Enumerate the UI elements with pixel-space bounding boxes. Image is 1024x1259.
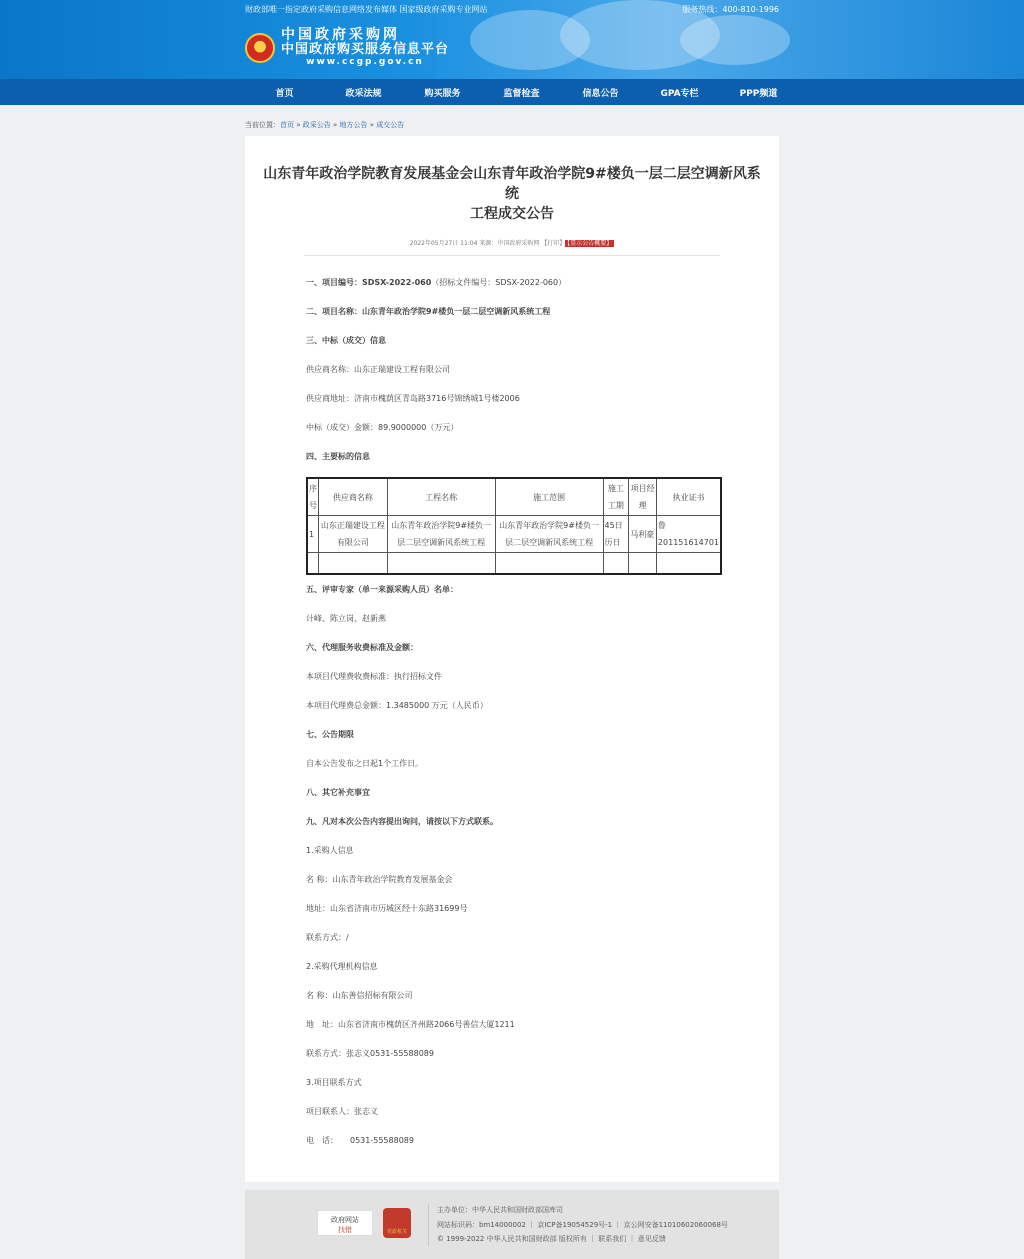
article-paragraph: 一、项目编号：SDSX-2022-060（招标文件编号：SDSX-2022-060） [306, 278, 567, 287]
footer-info: 主办单位：中华人民共和国财政部国库司 网站标识码：bm14000002 ｜ 京ICP备19054529号-1 ｜ 京公网安备11010602060068号 © 1999-2022 中华人民共和国财政部 版权所有 ｜ 联系我们 ｜ 意见反馈 [437, 1206, 728, 1243]
nav-home[interactable]: 首页 [275, 88, 294, 99]
article-paragraph: 八、其它补充事宜 [306, 787, 370, 797]
service-hotline: 服务热线：400-810-1996 [682, 5, 779, 14]
article-paragraph: 名 称：山东青年政治学院教育发展基金会 [306, 874, 453, 884]
article-paragraph: 电 话： 0531-55588089 [306, 1135, 414, 1145]
article-paragraph: 六、代理服务收费标准及金额： [306, 642, 418, 652]
article-paragraph: 3.项目联系方式 [306, 1077, 362, 1087]
main-nav [0, 79, 1024, 105]
table-header-row: 序号 供应商名称 工程名称 施工范围 施工工期 项目经理 执业证书 [307, 478, 721, 516]
article-meta: 2022年05月27日 11:04 来源：中国政府采购网 【打印】 【显示公告概要】 [409, 240, 613, 247]
party-gov-org-badge[interactable]: 党政机关 [383, 1208, 411, 1238]
site-header [0, 0, 1024, 79]
article-paragraph: 名 称：山东善信招标有限公司 [306, 990, 413, 1000]
article-paragraph: 地 址：山东省济南市槐荫区齐州路2066号善信大厦1211 [306, 1019, 515, 1029]
article-paragraph: 二、项目名称：山东青年政治学院9#楼负一层二层空调新风系统工程 [306, 307, 551, 316]
breadcrumb-local[interactable]: 地方公告 [339, 121, 368, 129]
divider [304, 255, 720, 256]
breadcrumb: 当前位置：首页 » 政采公告 » 地方公告 » 成交公告 [245, 121, 405, 129]
logo-url: www.ccgp.gov.cn [306, 57, 424, 67]
article-paragraph: 三、中标（成交）信息 [306, 336, 386, 345]
nav-announcements[interactable]: 信息公告 [582, 88, 619, 99]
site-logo[interactable] [245, 28, 449, 68]
nav-gpa[interactable]: GPA专栏 [660, 88, 699, 99]
logo-subtitle: 中国政府购买服务信息平台 [281, 42, 450, 57]
site-slogan: 财政部唯一指定政府采购信息网络发布媒体 国家级政府采购专业网站 [245, 5, 488, 14]
nav-supervision[interactable]: 监督检查 [503, 88, 540, 99]
article-paragraph: 本项目代理费收费标准：执行招标文件 [306, 671, 442, 681]
article-paragraph: 四、主要标的信息 [306, 452, 370, 461]
bid-info-table [306, 477, 722, 575]
breadcrumb-home[interactable]: 首页 [280, 121, 294, 129]
article-container [245, 136, 779, 1182]
national-emblem-icon [245, 33, 275, 63]
article-paragraph: 七、公告期限 [306, 729, 354, 739]
breadcrumb-procurement[interactable]: 政采公告 [302, 121, 331, 129]
table-row: 1 山东正瑞建设工程有限公司 山东青年政治学院9#楼负一层二层空调新风系统工程 山东青年政治学院9#楼负一层二层空调新风系统工程 45日历日 马利豪 鲁201151614701 [307, 516, 721, 553]
top-info-bar [245, 4, 779, 16]
article-paragraph: 本项目代理费总金额：1.3485000 万元（人民币） [306, 700, 488, 710]
article-paragraph: 联系方式：张志义0531-55588089 [306, 1048, 434, 1058]
article-paragraph: 供应商地址：济南市槐荫区青岛路3716号锦绣城1号楼2006 [306, 394, 520, 403]
logo-title: 中国政府采购网 [281, 27, 400, 43]
nav-ppp[interactable]: PPP频道 [739, 88, 778, 99]
article-paragraph: 联系方式：/ [306, 932, 349, 942]
breadcrumb-deal[interactable]: 成交公告 [376, 121, 405, 129]
article-paragraph: 五、评审专家（单一来源采购人员）名单： [306, 584, 458, 594]
article-paragraph: 2.采购代理机构信息 [306, 961, 378, 971]
footer-divider [428, 1204, 429, 1246]
nav-regulations[interactable]: 政采法规 [345, 88, 382, 99]
article-paragraph: 自本公告发布之日起1个工作日。 [306, 758, 424, 768]
article-paragraph: 九、凡对本次公告内容提出询问，请按以下方式联系。 [306, 816, 498, 826]
gov-site-error-report-badge[interactable]: 政府网站 找错 [317, 1210, 373, 1236]
article-paragraph: 地址：山东省济南市历城区经十东路31699号 [306, 903, 468, 913]
site-footer [245, 1190, 779, 1259]
table-empty-row [307, 553, 721, 574]
show-summary-button[interactable]: 【显示公告概要】 [567, 240, 613, 247]
nav-purchase-services[interactable]: 购买服务 [424, 88, 461, 99]
article-paragraph: 中标（成交）金额：89.9000000（万元） [306, 423, 459, 432]
article-paragraph: 1.采购人信息 [306, 845, 354, 855]
article-paragraph: 计峰、陈立岗、赵新燕 [306, 613, 386, 623]
article-paragraph: 项目联系人：张志义 [306, 1106, 378, 1116]
article-title: 山东青年政治学院教育发展基金会山东青年政治学院9#楼负一层二层空调新风系统 工程成交公告 [263, 166, 761, 222]
article-paragraph: 供应商名称：山东正瑞建设工程有限公司 [306, 365, 450, 374]
article-body [306, 268, 722, 1155]
